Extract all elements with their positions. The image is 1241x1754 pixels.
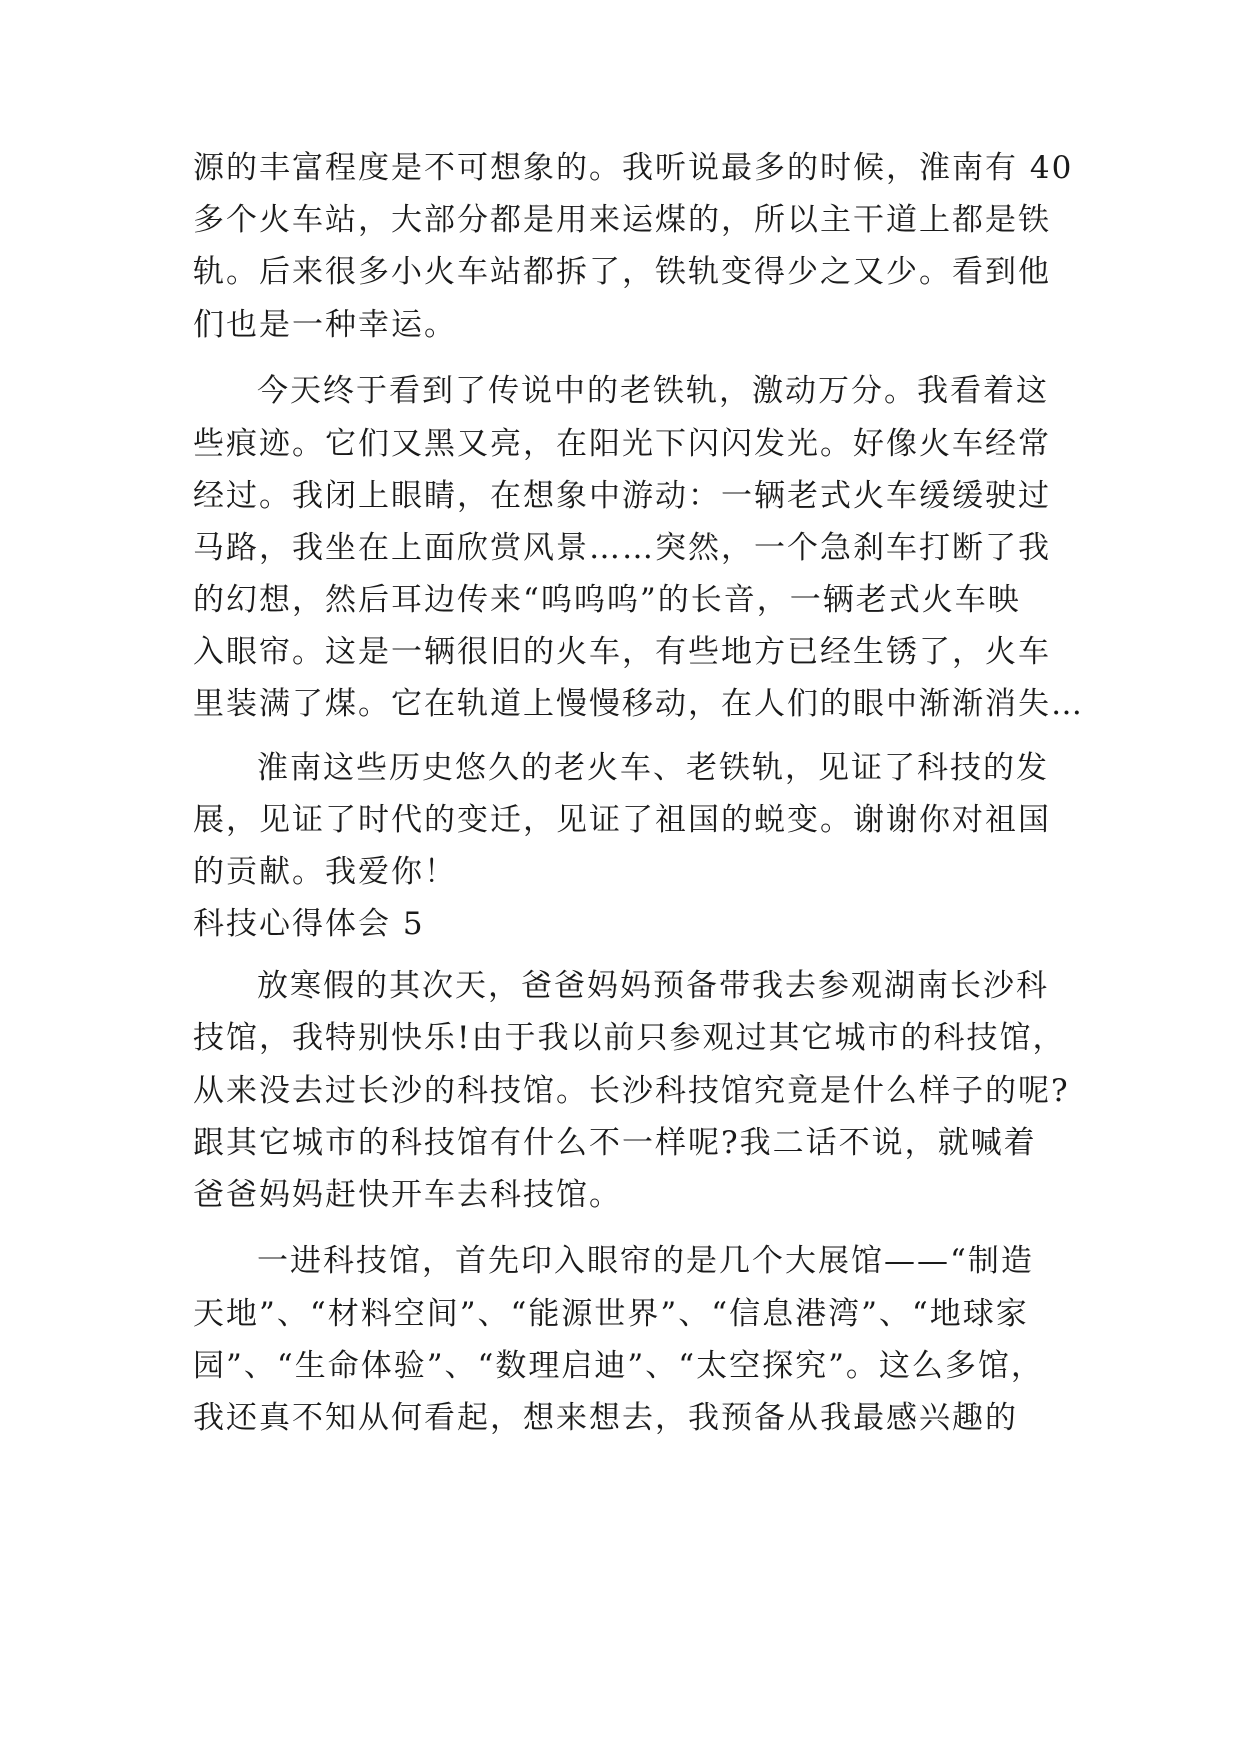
paragraph-first-line: 今天终于看到了传说中的老铁轨，激动万分。我看着这: [257, 373, 1049, 409]
section-heading: 科技心得体会 5: [193, 906, 425, 942]
paragraph-first-line: 一进科技馆，首先印入眼帘的是几个大展馆——“制造: [257, 1243, 1034, 1279]
text-line: 源的丰富程度是不可想象的。我听说最多的时候，淮南有 40: [193, 150, 1074, 186]
text-line: 们也是一种幸运。: [193, 307, 457, 343]
text-line: 的贡献。我爱你！: [193, 854, 457, 890]
text-line: 轨。后来很多小火车站都拆了，铁轨变得少之又少。看到他: [193, 254, 1051, 290]
text-line: 马路，我坐在上面欣赏风景……突然，一个急刹车打断了我: [193, 530, 1051, 566]
text-line: 入眼帘。这是一辆很旧的火车，有些地方已经生锈了，火车: [193, 634, 1051, 670]
text-line: 技馆，我特别快乐!由于我以前只参观过其它城市的科技馆，: [193, 1020, 1066, 1056]
paragraph-first-line: 放寒假的其次天，爸爸妈妈预备带我去参观湖南长沙科: [257, 968, 1049, 1004]
text-line: 展，见证了时代的变迁，见证了祖国的蜕变。谢谢你对祖国: [193, 802, 1051, 838]
text-line: 园”、“生命体验”、“数理启迪”、“太空探究”。这么多馆，: [193, 1348, 1044, 1384]
text-line: 经过。我闭上眼睛，在想象中游动：一辆老式火车缓缓驶过: [193, 478, 1051, 514]
text-line: 跟其它城市的科技馆有什么不一样呢?我二话不说，就喊着: [193, 1125, 1037, 1161]
text-line: 爸爸妈妈赶快开车去科技馆。: [193, 1177, 622, 1213]
text-line: 我还真不知从何看起，想来想去，我预备从我最感兴趣的: [193, 1400, 1018, 1436]
text-line: 些痕迹。它们又黑又亮，在阳光下闪闪发光。好像火车经常: [193, 426, 1051, 462]
text-line: 从来没去过长沙的科技馆。长沙科技馆究竟是什么样子的呢?: [193, 1073, 1070, 1109]
paragraph-first-line: 淮南这些历史悠久的老火车、老铁轨，见证了科技的发: [257, 750, 1049, 786]
text-line: 多个火车站，大部分都是用来运煤的，所以主干道上都是铁: [193, 202, 1051, 238]
text-line: 天地”、“材料空间”、“能源世界”、“信息港湾”、“地球家: [193, 1296, 1029, 1332]
text-line: 的幻想，然后耳边传来“呜呜呜”的长音，一辆老式火车映: [193, 582, 1021, 618]
text-line: 里装满了煤。它在轨道上慢慢移动，在人们的眼中渐渐消失…: [193, 686, 1084, 722]
